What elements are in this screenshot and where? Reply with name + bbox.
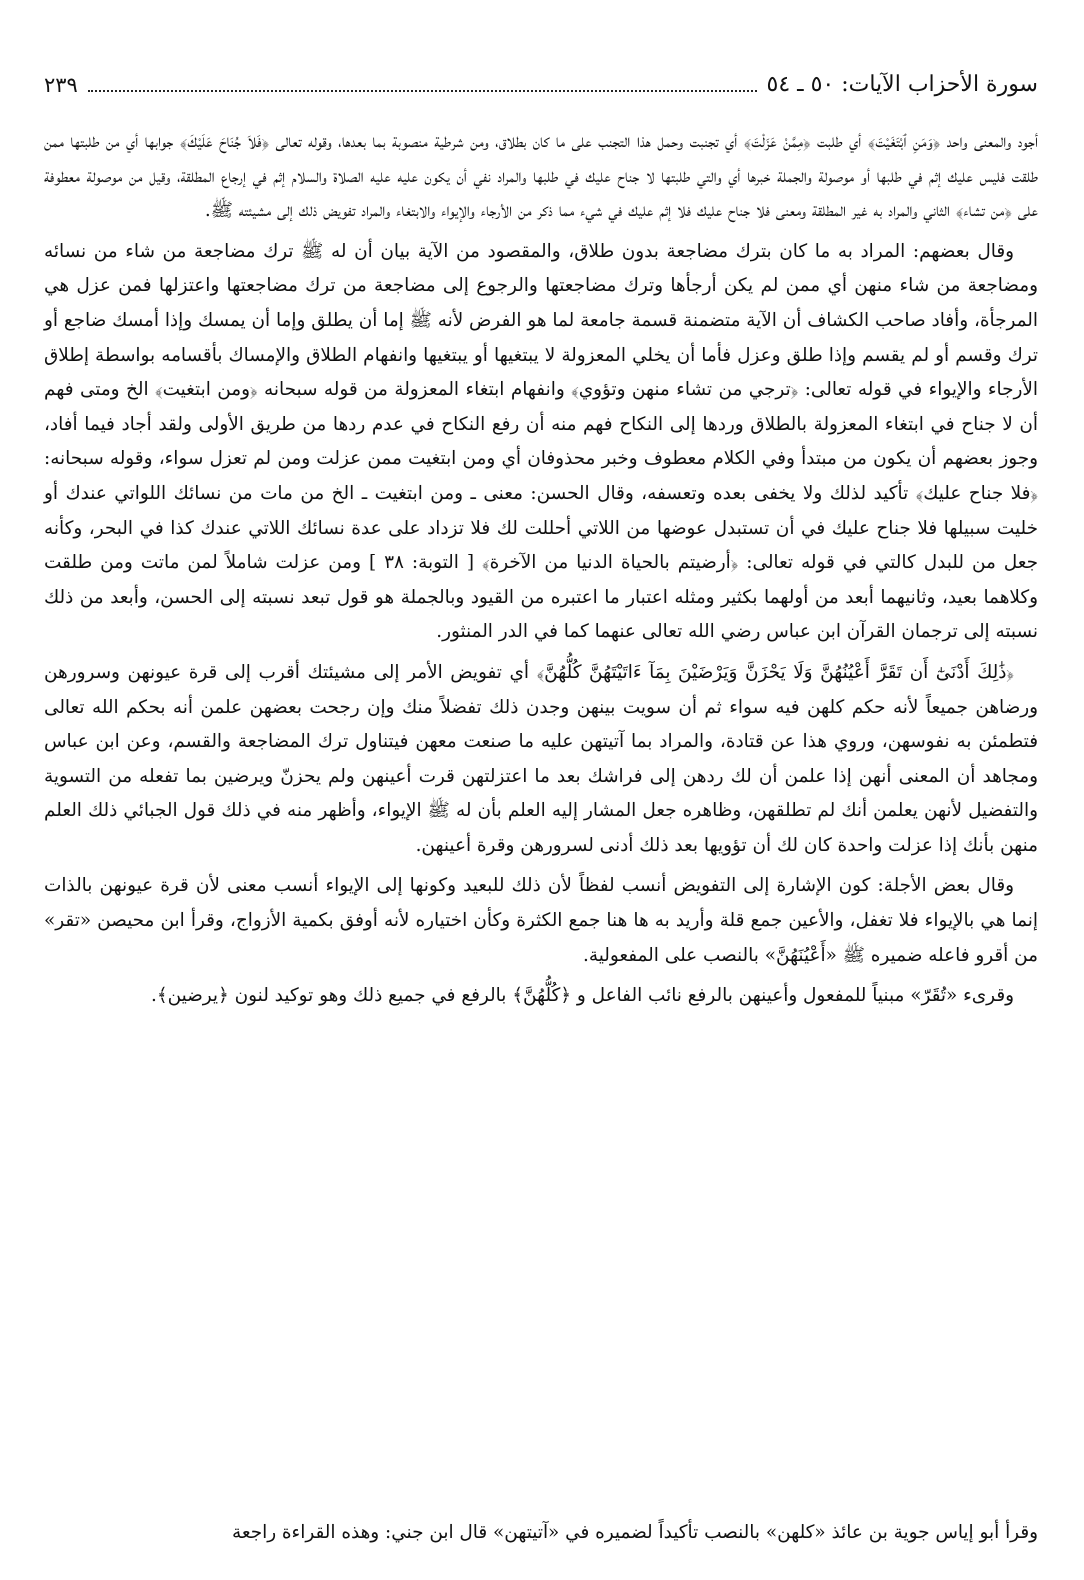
last-line: وقرأ أبو إياس جوية بن عائذ «كلهن» بالنصب تأكيداً لضميره في «آتيتهن» قال ابن جني: وهذه القراءة راجعة — [231, 1522, 1038, 1543]
paragraph-3: ﴿ذَٰلِكَ أَدْنَىٰٓ أَن تَقَرَّ أَعْيُنُهُنَّ وَلَا يَحْزَنَّ وَيَرْضَيْنَ بِمَآ ءَاتَيْتَهُنَّ كُلُّهُنَّ﴾ أي تفويض الأمر إلى مشيئتك أقرب إلى قرة عيونهن وسرورهن ورضاهن جميعاً لأنه حكم كلهن فيه سواء ثم أن سويت بينهن وجدن ذلك تفضلاً منك وإن رجحت بعضهن علمن أنه بحكم الله تعالى فتطمئن به نفوسهن، وروي هذا عن قتادة، والمراد بما آتيتهن عليه ما صنعت معهن فيتناول ترك المضاجعة والقسم، وعن ابن عباس ومجاهد أن المعنى أنهن إذا علمن أن لك ردهن إلى فراشك بعد ما اعتزلتهن قرت أعينهن ولم يحزنّ ويرضين بما تفعله من التسوية والتفضيل لأنهن يعلمن أنك لم تطلقهن، وظاهره جعل المشار إليه العلم بأن له ﷺ الإيواء، وأظهر منه في ذلك قول الجبائي ذلك العلم منهن بأنك إذا عزلت واحدة كان لك أن تؤويها بعد ذلك أدنى لسرورهن وقرة أعينهن. — [44, 661, 1038, 856]
body-text — [44, 125, 1038, 1020]
chapter-title: سورة الأحزاب الآيات: ٥٠ ـ ٥٤ — [766, 72, 1038, 97]
paragraph-2: وقال بعضهم: المراد به ما كان بترك مضاجعة بدون طلاق، والمقصود من الآية بيان أن له ﷺ ترك مضاجعة من شاء من نسائه ومضاجعة من شاء منهن أي ممن لم يكن أرجأها وترك مضاجعتها والرجوع إلى مضاجعة من ترك مضاجعتها واعتزلها فمن عزل هي المرجأة، وأفاد صاحب الكشاف أن الآية متضمنة قسمة جامعة لما هو الفرض لأنه ﷺ إما أن يطلق وإما أن يمسك وإذا أمسك ضاجع أو ترك وقسم أو لم يقسم وإذا طلق وعزل فأما أن يخلي المعزولة لا يبتغيها أو يبتغيها وانفهام الطلاق والإمساك بأقسامه بواسطة إطلاق الأرجاء والإيواء في قوله تعالى: ﴿ترجي من تشاء منهن وتؤوي﴾ وانفهام ابتغاء المعزولة من قوله سبحانه ﴿ومن ابتغيت﴾ الخ ومتى فهم أن لا جناح في ابتغاء المعزولة بالطلاق وردها إلى النكاح فهم منه أن رفع النكاح في عدم ردها من طريق الأولى ولقد أجاد فيما أفاد، وجوز بعضهم أن يكون من مبتدأ وفي الكلام معطوف وخبر محذوفان أي ومن ابتغيت ممن عزلت ومن لم تعزل سواء، وقوله سبحانه: ﴿فلا جناح عليك﴾ تأكيد لذلك ولا يخفى بعده وتعسفه، وقال الحسن: معنى ـ ومن ابتغيت ـ الخ من مات من نسائك اللواتي عندك أو خليت سبيلها فلا جناح عليك في أن تستبدل عوضها من اللاتي أحللت لك فلا تزداد على عدة نسائك اللاتي عندك كذا في البحر، وكأنه جعل من للبدل كالتي في قوله تعالى: ﴿أرضيتم بالحياة الدنيا من الآخرة﴾ [ التوبة: ٣٨ ] ومن عزلت شاملاً لمن ماتت ومن طلقت وكلاهما بعيد، وثانيهما أبعد من أولهما بكثير ومثله اعتبار ما اعتبره من القيود وبالجملة هو قول تبعد نسبته إلى الحسن، وأبعد من ذلك نسبته إلى ترجمان القرآن ابن عباس رضي الله تعالى عنهما كما في الدر المنثور. — [44, 240, 1038, 643]
paragraph-1: أجود والمعنى واحد ﴿وَمَنِ ٱبْتَغَيْتَ﴾ أي طلبت ﴿مِمَّنْ عَزَلْتَ﴾ أي تجنبت وحمل هذا التجنب على ما كان بطلاق، ومن شرطية منصوبة بما بعدها، وقوله تعالى ﴿فَلاَ جُنَاحَ عَلَيْكَ﴾ جوابها أي من طلبتها ممن طلقت فليس عليك إثم في طلبها أو موصولة والجملة خبرها أي والتي طلبتها لا جناح عليك في طلبها والمراد نفي أن يكون عليه عليه الصلاة والسلام إثم في إرجاع المطلقة، وقيل من موصولة معطوفة على ﴿من تشاء﴾ الثاني والمراد به غير المطلقة ومعنى فلا جناح عليك فلا إثم عليك في شيء مما ذكر من الأرجاء والإيواء والابتغاء والمراد تفويض ذلك إلى مشيئته ﷺ. — [44, 131, 1038, 222]
paragraph-5: وقرىء «تُقَرّ» مبنياً للمفعول وأعينهن بالرفع نائب الفاعل و ﴿كُلُّهُنَّ﴾ بالرفع في جميع ذلك وهو توكيد لنون ﴿يرضين﴾. — [151, 985, 1014, 1007]
paragraph-4: وقال بعض الأجلة: كون الإشارة إلى التفويض أنسب لفظاً لأن ذلك للبعيد وكونها إلى الإيواء أنسب معنى لأن قرة عيونهن بالذات إنما هي بالإيواء فلا تغفل، والأعين جمع قلة وأريد به ها هنا جمع الكثرة وكأن اختياره لأنه أوفق بكمية الأزواج، وقرأ ابن محيصن «تقر» من أقرو فاعله ضميره ﷺ «أَعْيُنَهُنَّ» بالنصب على المفعولية. — [44, 875, 1038, 966]
running-head — [44, 72, 1038, 97]
page-number: ٢٣٩ — [44, 72, 78, 97]
leader-dots — [88, 90, 757, 92]
